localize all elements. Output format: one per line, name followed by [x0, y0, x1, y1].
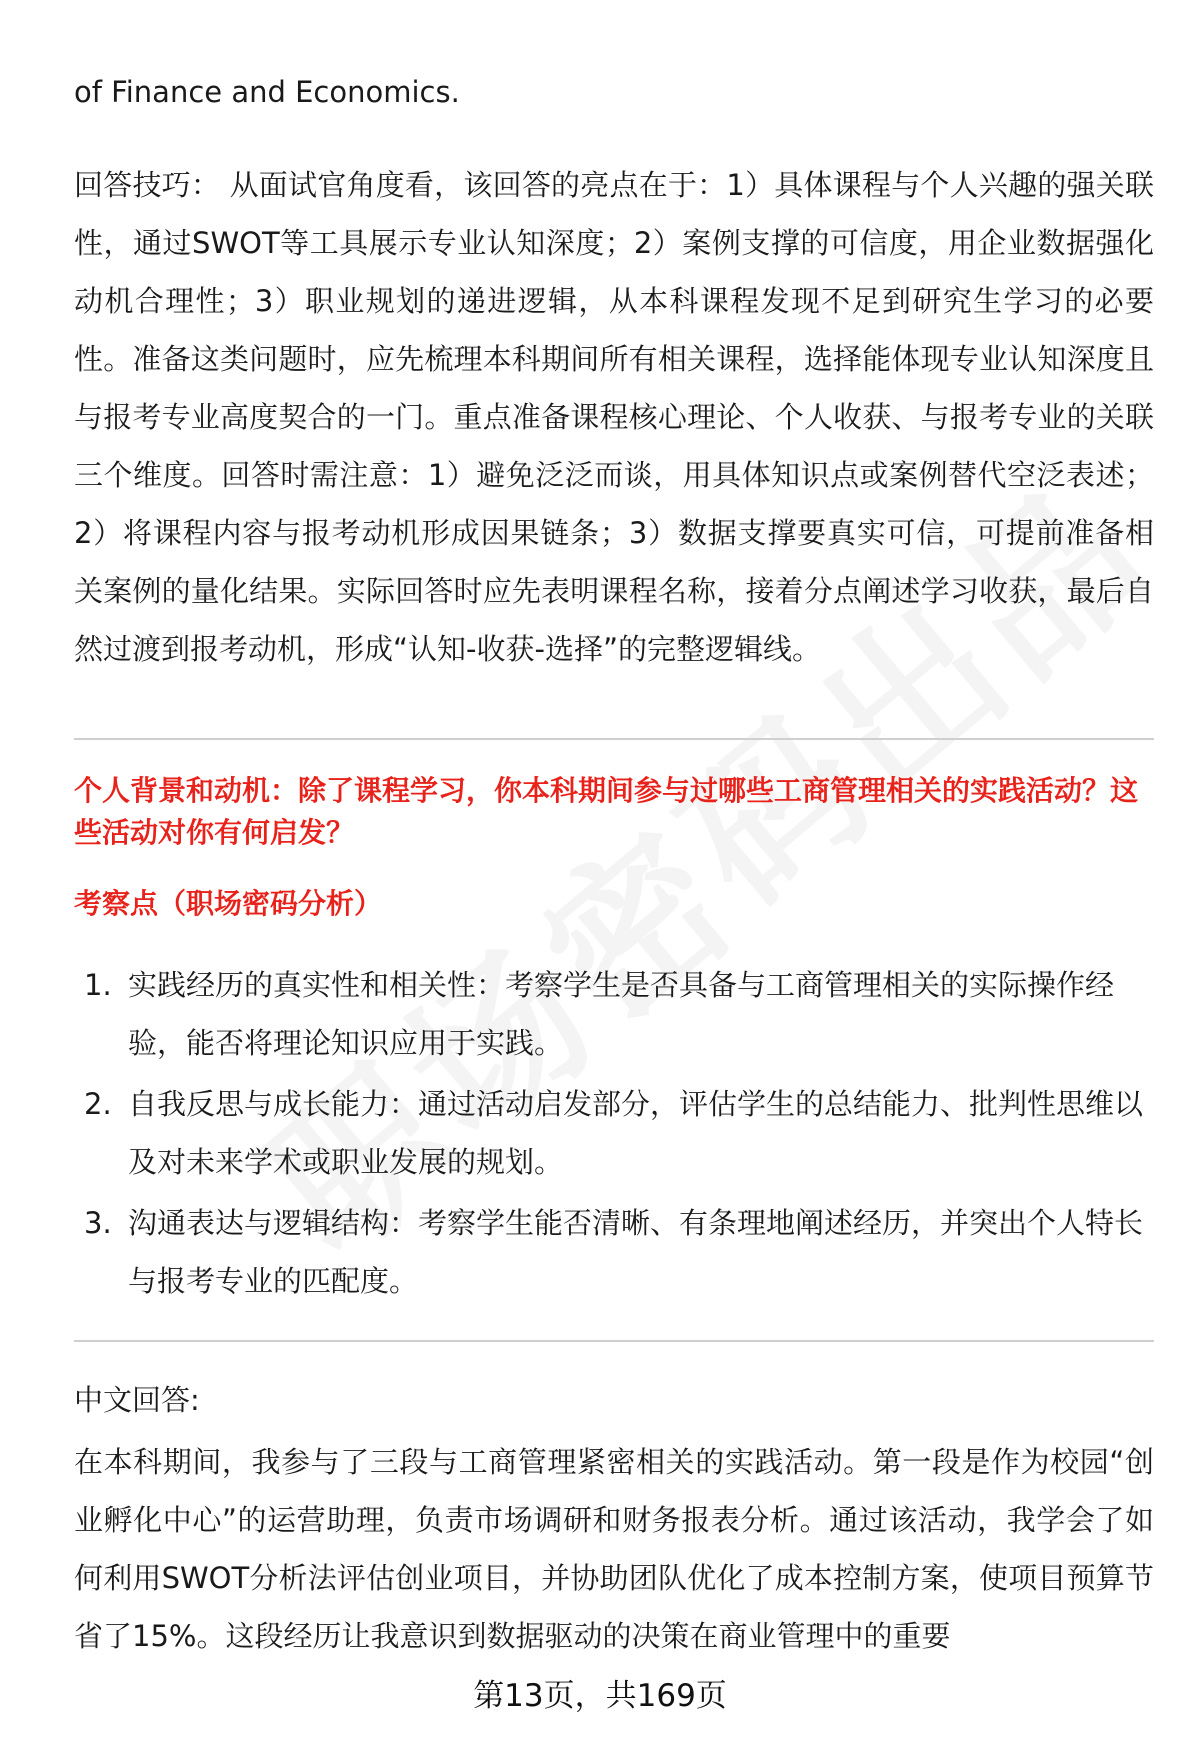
list-item [74, 1194, 1154, 1310]
list-item [74, 956, 1154, 1072]
list-item-number: 3. [84, 1206, 112, 1240]
assessment-list [74, 956, 1154, 1313]
page-number: 第13页，共169页 [473, 1678, 727, 1714]
list-item-number: 1. [84, 968, 112, 1002]
previous-answer-tail: of Finance and Economics. [74, 75, 460, 109]
list-item [74, 1075, 1154, 1191]
answer-tips-paragraph: 回答技巧： 从面试官角度看，该回答的亮点在于：1）具体课程与个人兴趣的强关联性，通过SWOT等工具展示专业认知深度；2）案例支撑的可信度，用企业数据强化动机合理性；3）职业规划的递进逻辑，从本科课程发现不足到研究生学习的必要性。准备这类问题时，应先梳理本科期间所有相关课程，选择能体现专业认知深度且与报考专业高度契合的一门。重点准备课程核心理论、个人收获、与报考专业的关联三个维度。回答时需注意：1）避免泛泛而谈，用具体知识点或案例替代空泛表述；2）将课程内容与报考动机形成因果链条；3）数据支撑要真实可信，可提前准备相关案例的量化结果。实际回答时应先表明课程名称，接着分点阐述学习收获，最后自然过渡到报考动机，形成“认知-收获-选择”的完整逻辑线。 [74, 168, 1154, 666]
list-item-text: 自我反思与成长能力：通过活动启发部分，评估学生的总结能力、批判性思维以及对未来学术或职业发展的规划。 [128, 1087, 1144, 1179]
answer-heading: 中文回答: [74, 1383, 200, 1417]
assessment-heading: 考察点（职场密码分析） [74, 887, 383, 920]
list-item-text: 实践经历的真实性和相关性：考察学生是否具备与工商管理相关的实际操作经验，能否将理论知识应用于实践。 [128, 968, 1115, 1060]
section-divider [74, 738, 1154, 740]
list-item-number: 2. [84, 1087, 112, 1121]
section-divider [74, 1340, 1154, 1342]
interview-question: 个人背景和动机：除了课程学习，你本科期间参与过哪些工商管理相关的实践活动？这些活动对你有何启发？ [74, 774, 1139, 849]
answer-paragraph: 在本科期间，我参与了三段与工商管理紧密相关的实践活动。第一段是作为校园“创业孵化中心”的运营助理，负责市场调研和财务报表分析。通过该活动，我学会了如何利用SWOT分析法评估创业项目，并协助团队优化了成本控制方案，使项目预算节省了15%。这段经历让我意识到数据驱动的决策在商业管理中的重要 [74, 1445, 1154, 1653]
list-item-text: 沟通表达与逻辑结构：考察学生能否清晰、有条理地阐述经历，并突出个人特长与报考专业的匹配度。 [128, 1206, 1144, 1298]
